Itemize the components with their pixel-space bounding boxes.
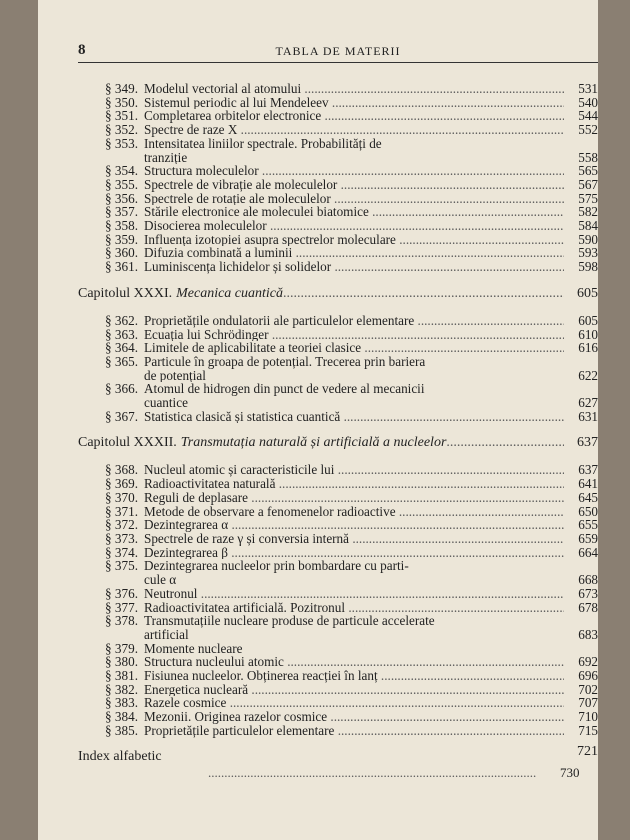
leader-dots: [283, 286, 564, 302]
toc-entry: [78, 628, 598, 642]
section-number: § 354.: [105, 163, 138, 179]
section-number: § 362.: [105, 312, 138, 328]
toc-entry: [78, 96, 598, 110]
section-title: Modelul vectorial al atomului .....: [144, 82, 564, 96]
section-title: Spectrele de rotație ale moleculelor .....: [144, 192, 564, 206]
chapter-page: 605: [577, 285, 598, 301]
section-title: Spectre de raze X .....: [144, 123, 564, 137]
section-number: § 367.: [105, 408, 138, 424]
section-title: Radioactivitatea artificială. Pozitronul .....: [144, 601, 564, 615]
section-page: 692: [578, 654, 598, 670]
toc-entry: [78, 396, 598, 410]
chapter-label: Capitolul XXXI.: [78, 285, 173, 301]
section-number: § 351.: [105, 108, 138, 124]
section-page: 664: [578, 544, 598, 560]
section-page: 678: [578, 599, 598, 615]
section-title: Transmutațiile nucleare produse de particule accelerate: [144, 614, 435, 628]
toc-entry: [78, 123, 598, 137]
section-page: 544: [578, 108, 598, 124]
section-title: Atomul de hidrogen din punct de vedere al mecanicii: [144, 382, 425, 397]
section-title: Spectrele de vibrație ale moleculelor .....: [144, 178, 564, 192]
section-page: 650: [578, 503, 598, 519]
section-title: Momente nucleare: [144, 641, 243, 656]
section-number: § 384.: [105, 709, 138, 725]
section-page: 540: [578, 94, 598, 110]
section-title: Mezonii. Originea razelor cosmice .....: [144, 710, 564, 724]
section-title: Dezintegrarea α .....: [144, 518, 564, 532]
section-page: 641: [578, 476, 598, 492]
section-title: Metode de observare a fenomenelor radioactive .....: [144, 505, 564, 519]
toc-entry: [78, 724, 598, 738]
section-page: 567: [578, 176, 598, 192]
section-page: 655: [578, 517, 598, 533]
toc-entry: [78, 109, 598, 123]
section-number: § 374.: [105, 544, 138, 560]
section-page: 627: [578, 395, 598, 411]
toc-entry: [78, 710, 598, 724]
section-page: 558: [578, 149, 598, 165]
toc-entry: [78, 233, 598, 247]
chapter-title: Transmutația naturală și artificială a nucleelor: [180, 435, 447, 451]
chapter-page: 637: [577, 435, 598, 451]
section-number: § 385.: [105, 722, 138, 738]
section-title: Structura moleculelor .....: [144, 164, 564, 178]
toc-entry: [78, 587, 598, 601]
section-title: Stările electronice ale moleculei biatomice .....: [144, 205, 564, 219]
section-number: § 366.: [105, 381, 138, 397]
section-number: § 373.: [105, 530, 138, 546]
section-title: Structura nucleului atomic .....: [144, 655, 564, 669]
toc-entry: [78, 532, 598, 546]
section-title: tranziție: [144, 150, 188, 165]
section-number: § 356.: [105, 190, 138, 206]
toc-entry: [78, 341, 598, 355]
section-number: § 377.: [105, 599, 138, 615]
section-page: 610: [578, 326, 598, 342]
section-number: § 378.: [105, 613, 138, 629]
section-number: § 355.: [105, 176, 138, 192]
book-page: [38, 0, 598, 840]
section-title: Energetica nucleară .....: [144, 683, 564, 697]
toc-entry: [78, 178, 598, 192]
section-title: Dezintegrarea β .....: [144, 546, 564, 560]
section-page: 593: [578, 245, 598, 261]
index-page: 730: [560, 765, 580, 780]
section-page: 707: [578, 695, 598, 711]
chapter-heading: [78, 286, 598, 302]
toc-entry: [78, 505, 598, 519]
toc-entry: [78, 463, 598, 477]
toc-entry: [78, 369, 598, 383]
running-title: TABLA DE MATERII: [275, 44, 401, 58]
section-title: Nucleul atomic și caracteristicile lui .....: [144, 463, 564, 477]
section-title: Proprietățile ondulatorii ale particulelor elementare .....: [144, 314, 564, 328]
toc-entry: [78, 669, 598, 683]
section-page: 622: [578, 367, 598, 383]
toc-entry: [78, 559, 598, 573]
section-page: 605: [578, 312, 598, 328]
toc-entry: [78, 477, 598, 491]
page-header: [78, 42, 598, 62]
section-number: § 359.: [105, 231, 138, 247]
section-number: § 358.: [105, 218, 138, 234]
section-page: 702: [578, 681, 598, 697]
toc-entry: [78, 260, 598, 274]
toc-entry: [78, 696, 598, 710]
section-number: § 381.: [105, 668, 138, 684]
section-page: 552: [578, 122, 598, 138]
section-page: 598: [578, 259, 598, 275]
toc-entry: [78, 642, 598, 656]
section-page: 659: [578, 530, 598, 546]
toc-entry: [78, 137, 598, 151]
toc-entry: [78, 546, 598, 560]
section-page: 710: [578, 709, 598, 725]
section-title: Spectrele de raze γ și conversia internă .....: [144, 532, 564, 546]
toc-entry: [78, 518, 598, 532]
section-page: 616: [578, 340, 598, 356]
section-number: § 365.: [105, 353, 138, 369]
section-title: Disocierea moleculelor .....: [144, 219, 564, 233]
section-number: § 379.: [105, 640, 138, 656]
section-number: § 357.: [105, 204, 138, 220]
header-rule: [78, 62, 598, 63]
section-title: cule α: [144, 573, 177, 587]
toc-entry: [78, 614, 598, 628]
section-number: § 371.: [105, 503, 138, 519]
section-title: Luminiscența lichidelor și solidelor .....: [144, 260, 564, 274]
index-first-page: 721: [577, 743, 598, 759]
section-title: artificial: [144, 627, 189, 642]
section-page: 673: [578, 585, 598, 601]
section-title: Proprietățile particulelor elementare .....: [144, 724, 564, 738]
section-number: § 383.: [105, 695, 138, 711]
section-page: 582: [578, 204, 598, 220]
section-page: 696: [578, 668, 598, 684]
toc-entry: [78, 683, 598, 697]
toc-entry: [78, 314, 598, 328]
toc-entry: [78, 151, 598, 165]
leader-dots: [446, 435, 564, 451]
section-number: § 361.: [105, 259, 138, 275]
section-title: Sistemul periodic al lui Mendeleev .....: [144, 96, 564, 110]
toc-entry: [78, 355, 598, 369]
chapter-heading: [78, 435, 598, 451]
toc-entry: [78, 219, 598, 233]
section-page: 645: [578, 489, 598, 505]
section-number: § 363.: [105, 326, 138, 342]
section-number: § 369.: [105, 476, 138, 492]
toc-entry: [78, 601, 598, 615]
section-page: 531: [578, 81, 598, 96]
section-title: Reguli de deplasare .....: [144, 491, 564, 505]
section-number: § 353.: [105, 135, 138, 151]
section-number: § 372.: [105, 517, 138, 533]
index-leader-dots: .....................................................................................................: [208, 765, 537, 780]
table-of-contents: [78, 82, 598, 760]
section-page: 575: [578, 190, 598, 206]
section-page: 683: [578, 626, 598, 642]
chapter-label: Capitolul XXXII.: [78, 435, 177, 451]
section-page: 584: [578, 218, 598, 234]
section-title: Neutronul .....: [144, 587, 564, 601]
toc-entry: [78, 192, 598, 206]
section-number: § 350.: [105, 94, 138, 110]
section-title: Intensitatea liniilor spectrale. Probabilități de: [144, 136, 382, 151]
section-page: 565: [578, 163, 598, 179]
section-number: § 364.: [105, 340, 138, 356]
section-number: § 376.: [105, 585, 138, 601]
toc-entry: [78, 164, 598, 178]
toc-entry: [78, 82, 598, 96]
section-title: Difuzia combinată a luminii .....: [144, 246, 564, 260]
section-page: 631: [578, 408, 598, 424]
section-number: § 375.: [105, 558, 138, 574]
section-page: 590: [578, 231, 598, 247]
section-number: § 368.: [105, 462, 138, 478]
section-number: § 382.: [105, 681, 138, 697]
toc-entry: [78, 655, 598, 669]
chapter-title: Mecanica cuantică: [176, 285, 284, 301]
section-title: Particule în groapa de potențial. Trecerea prin bariera: [144, 354, 426, 369]
section-number: § 380.: [105, 654, 138, 670]
section-title: Statistica clasică și statistica cuantică .....: [144, 410, 564, 424]
section-title: Completarea orbitelor electronice .....: [144, 109, 564, 123]
toc-entry: [78, 573, 598, 587]
section-title: Dezintegrarea nucleelor prin bombardare cu parti-: [144, 559, 409, 574]
toc-entry: [78, 382, 598, 396]
toc-entry: [78, 491, 598, 505]
section-page: 715: [578, 722, 598, 738]
section-title: Limitele de aplicabilitate a teoriei clasice .....: [144, 341, 564, 355]
section-number: § 349.: [105, 81, 138, 96]
section-title: cuantice: [144, 396, 188, 410]
toc-entry: [78, 205, 598, 219]
page-number: 8: [78, 42, 86, 58]
section-page: 637: [578, 462, 598, 478]
section-title: Fisiunea nucleelor. Obținerea reacției în lanț .....: [144, 669, 564, 683]
section-title: Razele cosmice .....: [144, 696, 564, 710]
toc-entry: [78, 246, 598, 260]
section-title: de potențial: [144, 368, 206, 383]
toc-entry: [78, 410, 598, 424]
section-title: Influența izotopiei asupra spectrelor moleculare .....: [144, 233, 564, 247]
section-title: Radioactivitatea naturală .....: [144, 477, 564, 491]
index-label: Index alfabetic: [78, 749, 162, 764]
section-number: § 360.: [105, 245, 138, 261]
section-number: § 352.: [105, 122, 138, 138]
section-page: 668: [578, 572, 598, 588]
section-title: Ecuația lui Schrödinger .....: [144, 328, 564, 342]
section-number: § 370.: [105, 489, 138, 505]
toc-entry: [78, 328, 598, 342]
